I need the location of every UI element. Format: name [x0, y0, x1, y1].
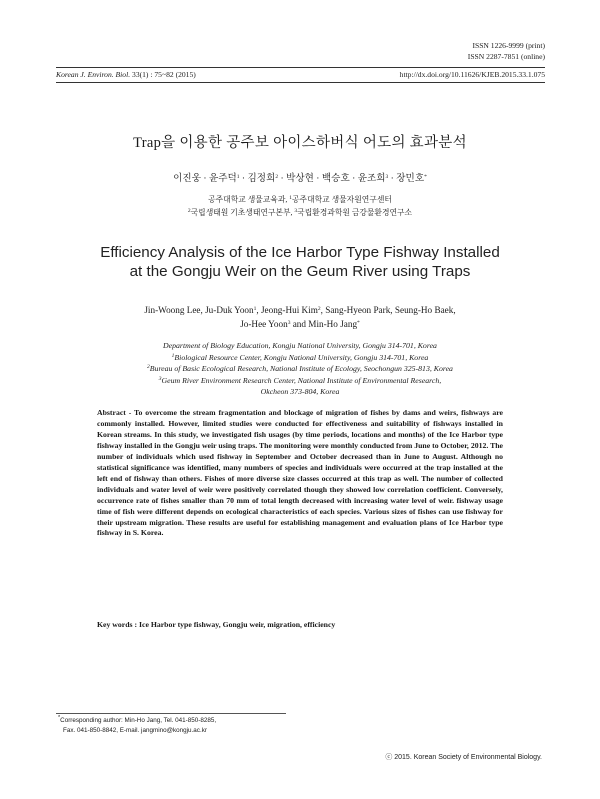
keywords-label: Key words :	[97, 620, 138, 629]
header-top-rule	[56, 67, 545, 68]
keywords	[97, 620, 503, 629]
english-authors: Jin-Woong Lee, Ju-Duk Yoon$^1$, Jeong-Hui Kim$^2$, Sang-Hyeon Park, Seung-Ho Baek, Jo-Hee Yoon$^3$ and Min-Ho Jang*	[144, 305, 456, 329]
korean-authors: 이진웅 · 윤주덕$^1$ · 김정희$^2$ · 박상현 · 백승호 · 윤조희$^3$ · 장민호*	[173, 173, 427, 184]
abstract-text: To overcome the stream fragmentation and blockage of migration of fishes by dams and weirs, fishways are commonly installed. However, limited studies were conducted for effectiveness and suitability of fishways installed in Korean streams. In this study, we investigated fish usages (by time periods, locations and months) of the Ice Harbor type fishway installed in the Gongju weir using traps. The monitoring were monthly conducted from June to October, 2012. The number of individuals which used fishway in September and October decreased than in June to August. Although no statistical significance was identified, many numbers of species and individuals were occurred at the trap installed at the left end of fishway than others. Fishes of more diverse size classes occurred at this trap as well. The number of collected individuals and water level of weir were positively correlated though they showed low correlation coefficient. Conversely, occurrence rate of fishes smaller than 70 mm of total length decreased with increasing water level of weir. fishway usage time of fish were different depends on ecological characteristics of each species. Various sizes of fishes can use fishway for their upstream migration. These results are useful for establishing management and evaluation plans of Ice Harbor type fishway in S. Korea.	[97, 408, 503, 538]
issn-print: ISSN 1226-9999 (print)	[472, 41, 545, 50]
journal-name: Korean J. Environ. Biol.	[56, 70, 131, 79]
issn-block	[468, 40, 545, 62]
keywords-text: Ice Harbor type fishway, Gongju weir, migration, efficiency	[138, 620, 336, 629]
korean-affiliations: 공주대학교 생물교육과, $^1$공주대학교 생물자원연구센터 $^2$국립생태원 기초생태연구본부, $^3$국립환경과학원 금강물환경연구소	[187, 195, 413, 217]
volume-pages: 33(1) : 75~82 (2015)	[132, 70, 196, 79]
running-header	[56, 70, 545, 79]
corresponding-author-footnote: *Corresponding author: Min-Ho Jang, Tel. 041-850-8285, Fax. 041-850-8842, E-mail. jangmino@kongju.ac.kr	[58, 715, 217, 734]
english-title: Efficiency Analysis of the Ice Harbor Type Fishway Installed at the Gongju Weir on the Geum River using Traps	[100, 244, 500, 280]
header-bottom-rule	[56, 82, 545, 83]
issn-online: ISSN 2287-7851 (online)	[467, 52, 545, 61]
korean-title: Trap을 이용한 공주보 아이스하버식 어도의 효과분석	[133, 135, 467, 151]
copyright-notice: ⓒ 2015. Korean Society of Environmental Biology.	[385, 754, 542, 761]
english-affiliations: Department of Biology Education, Kongju National University, Gongju 314-701, Korea $^1$Biological Resource Center, Kongju National University, Gongju 314-701, Korea $^2$Bureau of Basic Ecological Research, National Institute of Ecology, Seochongun 325-813, Korea $^3$Geum River Environment Research Center, National Institute of Environmental Research, Okcheon 373-804, Korea	[147, 341, 453, 397]
doi-link[interactable]: http://dx.doi.org/10.11626/KJEB.2015.33.1.075	[399, 70, 545, 79]
abstract-label: Abstract	[97, 408, 126, 417]
footnote-rule	[56, 713, 286, 714]
abstract: Abstract - To overcome the stream fragmentation and blockage of migration of fishes by dams and weirs, fishways are commonly installed. However, limited studies were conducted for effectiveness and suitability of fishways installed in Korean streams. In this study, we investigated fish usages (by time periods, locations and months) of the Ice Harbor type fishway installed in the Gongju weir using traps. The monitoring were monthly conducted from June to October, 2012. The number of individuals which used fishway in September and October decreased than in June to August. Although no statistical significance was identified, many numbers of species and individuals were occurred at the trap installed at the left end of fishway than others. Fishes of more diverse size classes occurred at this trap as well. The number of collected individuals and water level of weir were positively correlated though they showed low correlation coefficient. Conversely, occurrence rate of fishes smaller than 70 mm of total length decreased with increasing water level of weir. fishway usage time of fish were different depends on ecological characteristics of each species. Various sizes of fishes can use fishway for their upstream migration. These results are useful for establishing management and evaluation plans of Ice Harbor type fishway in S. Korea.	[97, 408, 503, 538]
